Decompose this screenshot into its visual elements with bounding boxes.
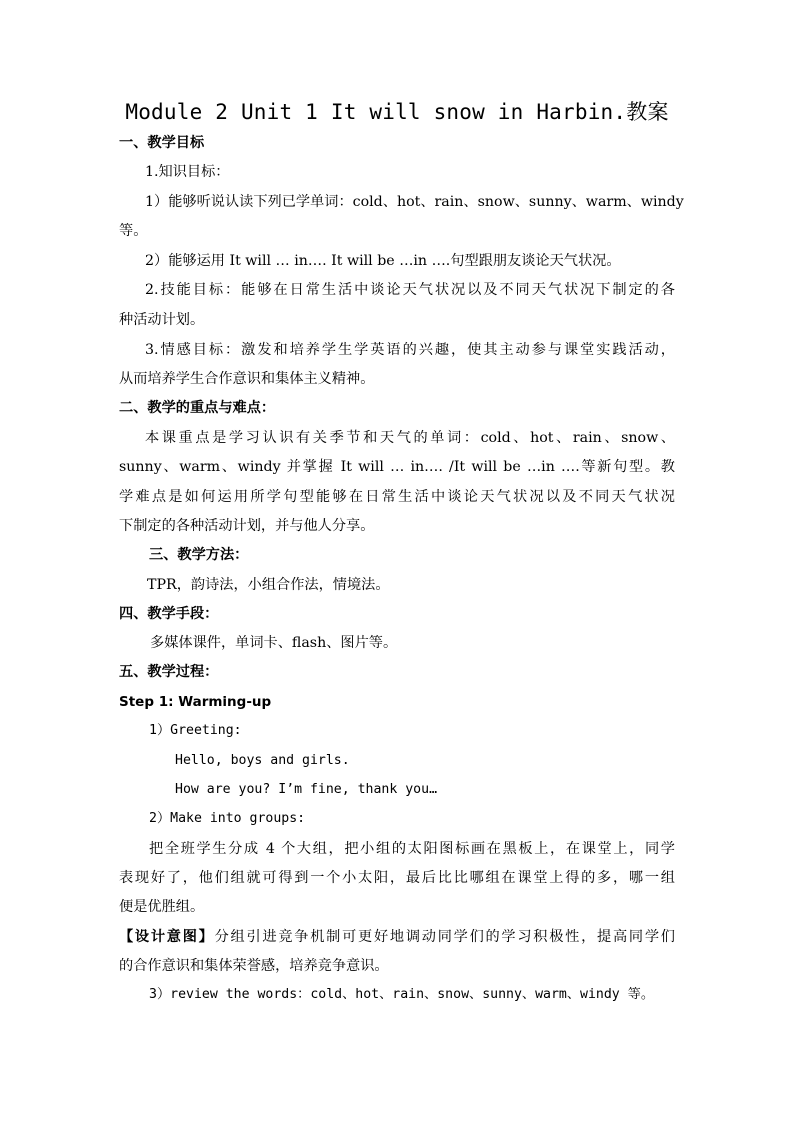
knowledge-item-1-end: 等。 [119,223,148,239]
emotion-objective-end: 从而培养学生合作意识和集体主义精神。 [119,371,375,387]
groups-text-1: 把全班学生分成 4 个大组，把小组的太阳图标画在黑板上，在课堂上，同学 [149,841,675,857]
key-points-line-2: sunny、warm、windy 并掌握 It will … in…. /It will be …in ….等新句型。教 [119,459,675,475]
key-points-line-4: 下制定的各种活动计划，并与他人分享。 [119,518,375,534]
review-words-line: 3）review the words：cold、hot、rain、snow、sunny、warm、windy 等。 [149,987,655,1002]
knowledge-item-2: 2）能够运用 It will … in…. It will be …in ….句型跟朋友谈论天气状况。 [145,253,621,269]
section-heading-process: 五、教学过程： [119,664,219,680]
emotion-objective: 3.情感目标：激发和培养学生学英语的兴趣，使其主动参与课堂实践活动， [145,342,675,358]
knowledge-item-1: 1）能够听说认读下列已学单词：cold、hot、rain、snow、sunny、warm、windy [145,194,684,210]
skill-objective-end: 种活动计划。 [119,312,205,328]
groups-label: 2）Make into groups: [149,811,306,826]
design-intent-label: 【设计意图】 [119,929,215,945]
section-heading-objectives: 一、教学目标 [119,135,205,151]
page-title: Module 2 Unit 1 It will snow in Harbin.教案 [125,100,669,124]
methods-text: TPR，韵诗法，小组合作法，情境法。 [147,577,390,593]
design-intent-text: 分组引进竞争机制可更好地调动同学们的学习积极性，提高同学们 [214,929,675,945]
greeting-label: 1）Greeting: [149,723,242,738]
greeting-line-1: Hello, boys and girls. [175,753,350,768]
knowledge-objective-label: 1.知识目标： [145,164,230,180]
step-1-heading: Step 1: Warming-up [119,694,272,710]
section-heading-means: 四、教学手段： [119,606,219,622]
design-intent-line-1 [119,927,675,947]
skill-objective: 2.技能目标：能够在日常生活中谈论天气状况以及不同天气状况下制定的各 [145,282,675,298]
section-heading-key-points: 二、教学的重点与难点： [119,400,276,416]
means-text: 多媒体课件，单词卡、flash、图片等。 [150,635,398,651]
key-points-line-1: 本课重点是学习认识有关季节和天气的单词：cold、hot、rain、snow、 [145,430,675,446]
groups-text-3: 便是优胜组。 [119,899,205,915]
greeting-line-2: How are you? I’m fine, thank you… [175,782,438,797]
key-points-line-3: 学难点是如何运用所学句型能够在日常生活中谈论天气状况以及不同天气状况 [119,489,675,505]
design-intent-line-2: 的合作意识和集体荣誉感，培养竞争意识。 [119,958,389,974]
section-heading-methods: 三、教学方法： [149,547,249,563]
groups-text-2: 表现好了，他们组就可得到一个小太阳，最后比比哪组在课堂上得的多，哪一组 [119,870,675,886]
